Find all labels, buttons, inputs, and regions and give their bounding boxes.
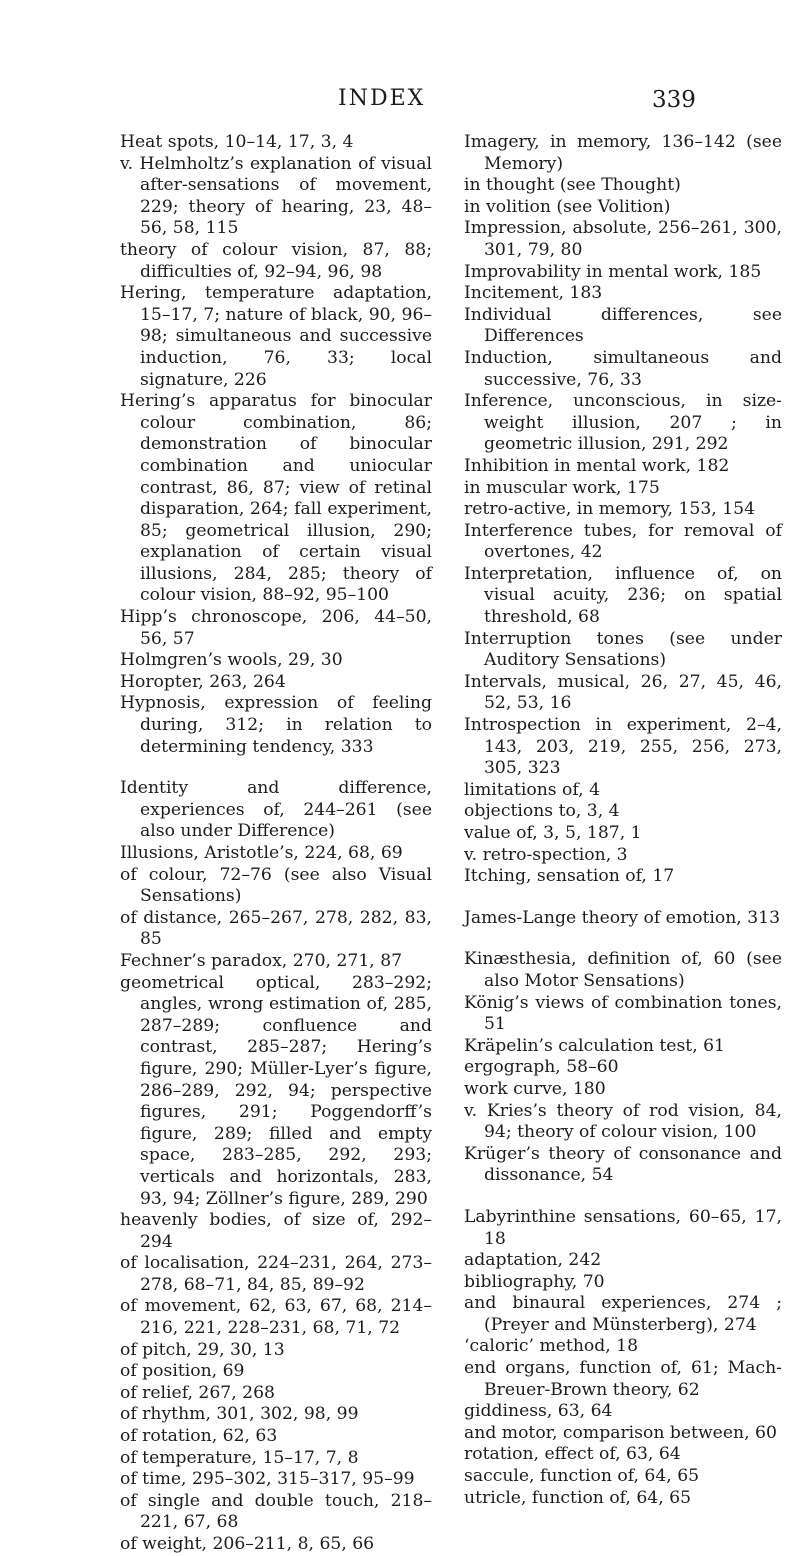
- index-entry: Fechner’s paradox, 270, 271, 87: [120, 950, 403, 971]
- index-entry: of localisation, 224–231, 264, 273–278, 68–71, 84, 85, 89–92: [120, 1253, 432, 1295]
- index-entry: v. Helmholtz’s explanation of visual after-sensations of movement, 229; theory of hearing, 23, 48–56, 58, 115: [120, 153, 432, 239]
- index-entry: giddiness, 63, 64: [464, 1401, 613, 1422]
- index-entry: Hering, temperature adaptation, 15–17, 7; nature of black, 90, 96–98; simultaneous and successive induction, 76, 33; local signature, 226: [120, 283, 432, 390]
- index-entry: Hering’s apparatus for binocular colour combination, 86; demonstration of binocular combination and uniocular contrast, 86, 87; view of retinal disparation, 264; fall experiment, 85; geometrical illusion, 290; explanation of certain visual illusions, 284, 285; theory of colour vision, 88–92, 95–100: [120, 391, 432, 606]
- index-entry: Identity and difference, experiences of, 244–261 (see also under Difference): [120, 778, 432, 842]
- index-entry: value of, 3, 5, 187, 1: [464, 823, 642, 843]
- index-entry: Illusions, Aristotle’s, 224, 68, 69: [120, 843, 403, 863]
- index-entry: in volition (see Volition): [464, 196, 671, 217]
- index-column-right: [464, 132, 782, 1509]
- index-entry: of rhythm, 301, 302, 98, 99: [120, 1404, 359, 1425]
- index-entry: and binaural experiences, 274 ; (Preyer and Münsterberg), 274: [464, 1293, 782, 1335]
- index-entry: of weight, 206–211, 8, 65, 66: [120, 1534, 375, 1554]
- index-entry: geometrical optical, 283–292; angles, wrong estimation of, 285, 287–289; confluence and contrast, 285–287; Hering’s figure, 290; Müller-Lyer’s figure, 286–289, 292, 94; perspective figures, 291; Poggendorff’s figure, 289; filled and empty space, 283–285, 292, 293; verticals and horizontals, 283, 93, 94; Zöllner’s figure, 289, 290: [120, 972, 432, 1209]
- index-entry: Kinæsthesia, definition of, 60 (see also Motor Sensations): [464, 949, 782, 991]
- index-entry: of distance, 265–267, 278, 282, 83, 85: [120, 907, 432, 950]
- index-entry: end organs, function of, 61; Mach-Breuer-Brown theory, 62: [464, 1358, 782, 1400]
- index-entry: of movement, 62, 63, 67, 68, 214–216, 221, 228–231, 68, 71, 72: [120, 1296, 432, 1339]
- index-entry: Improvability in mental work, 185: [464, 261, 762, 282]
- index-entry: of time, 295–302, 315–317, 95–99: [120, 1469, 415, 1490]
- index-entry: James-Lange theory of emotion, 313: [464, 907, 781, 928]
- index-entry: König’s views of combination tones, 51: [464, 992, 782, 1035]
- index-entry: saccule, function of, 64, 65: [464, 1466, 700, 1487]
- index-entry: utricle, function of, 64, 65: [464, 1487, 692, 1508]
- index-entry: Interference tubes, for removal of overtones, 42: [464, 520, 782, 563]
- index-entry: v. retro-spection, 3: [464, 844, 628, 865]
- index-entry: in thought (see Thought): [464, 175, 681, 196]
- index-entry: bibliography, 70: [464, 1271, 605, 1292]
- index-entry: theory of colour vision, 87, 88; difficulties of, 92–94, 96, 98: [120, 239, 432, 282]
- index-entry: and motor, comparison between, 60: [464, 1422, 777, 1443]
- index-entry: Impression, absolute, 256–261, 300, 301, 79, 80: [464, 218, 782, 260]
- index-entry: Individual differences, see Differences: [464, 304, 782, 347]
- index-entry: Hipp’s chronoscope, 206, 44–50, 56, 57: [120, 607, 432, 649]
- section-gap: [120, 758, 432, 778]
- index-entry: of pitch, 29, 30, 13: [120, 1339, 285, 1360]
- index-entry: Introspection in experiment, 2–4, 143, 203, 219, 255, 256, 273, 305, 323: [464, 715, 782, 779]
- index-entry: retro-active, in memory, 153, 154: [464, 499, 756, 520]
- index-entry: of colour, 72–76 (see also Visual Sensations): [120, 864, 432, 907]
- index-entry: Interruption tones (see under Auditory Sensations): [464, 628, 782, 671]
- index-entry: Inference, unconscious, in size-weight illusion, 207 ; in geometric illusion, 291, 292: [464, 391, 782, 455]
- page-number: 339: [652, 87, 696, 113]
- index-entry: of rotation, 62, 63: [120, 1426, 278, 1447]
- index-entry: of single and double touch, 218–221, 67, 68: [120, 1490, 432, 1533]
- section-gap: [464, 888, 782, 908]
- index-entry: Krüger’s theory of consonance and dissonance, 54: [464, 1143, 782, 1186]
- index-column-left: [120, 132, 432, 1556]
- section-gap: [464, 929, 782, 949]
- index-entry: Heat spots, 10–14, 17, 3, 4: [120, 132, 354, 152]
- index-entry: Interpretation, influence of, on visual acuity, 236; on spatial threshold, 68: [464, 563, 782, 628]
- index-entry: Horopter, 263, 264: [120, 671, 286, 692]
- index-entry: Imagery, in memory, 136–142 (see Memory): [464, 132, 782, 174]
- index-entry: of relief, 267, 268: [120, 1382, 275, 1403]
- index-entry: Inhibition in mental work, 182: [464, 455, 730, 476]
- index-entry: v. Kries’s theory of rod vision, 84, 94; theory of colour vision, 100: [464, 1100, 782, 1143]
- index-entry: ergograph, 58–60: [464, 1057, 619, 1078]
- index-entry: ‘caloric’ method, 18: [464, 1336, 639, 1357]
- index-entry: Labyrinthine sensations, 60–65, 17, 18: [464, 1206, 782, 1249]
- index-entry: limitations of, 4: [464, 779, 601, 800]
- index-entry: of temperature, 15–17, 7, 8: [120, 1447, 359, 1468]
- index-entry: Intervals, musical, 26, 27, 45, 46, 52, 53, 16: [464, 671, 782, 714]
- index-entry: of position, 69: [120, 1361, 245, 1382]
- index-entry: Itching, sensation of, 17: [464, 866, 675, 887]
- index-entry: in muscular work, 175: [464, 477, 660, 498]
- index-entry: rotation, effect of, 63, 64: [464, 1444, 681, 1465]
- index-entry: objections to, 3, 4: [464, 801, 620, 822]
- index-entry: Kräpelin’s calculation test, 61: [464, 1035, 725, 1056]
- index-entry: work curve, 180: [464, 1078, 606, 1099]
- index-entry: Holmgren’s wools, 29, 30: [120, 650, 343, 671]
- index-entry: Hypnosis, expression of feeling during, 312; in relation to determining tendency, 333: [120, 693, 432, 757]
- index-entry: Incitement, 183: [464, 283, 603, 304]
- index-entry: adaptation, 242: [464, 1250, 602, 1271]
- section-gap: [464, 1187, 782, 1207]
- running-title: INDEX: [338, 86, 426, 111]
- index-entry: heavenly bodies, of size of, 292–294: [120, 1210, 432, 1252]
- page-header: [0, 86, 800, 126]
- index-entry: Induction, simultaneous and successive, 76, 33: [464, 347, 782, 390]
